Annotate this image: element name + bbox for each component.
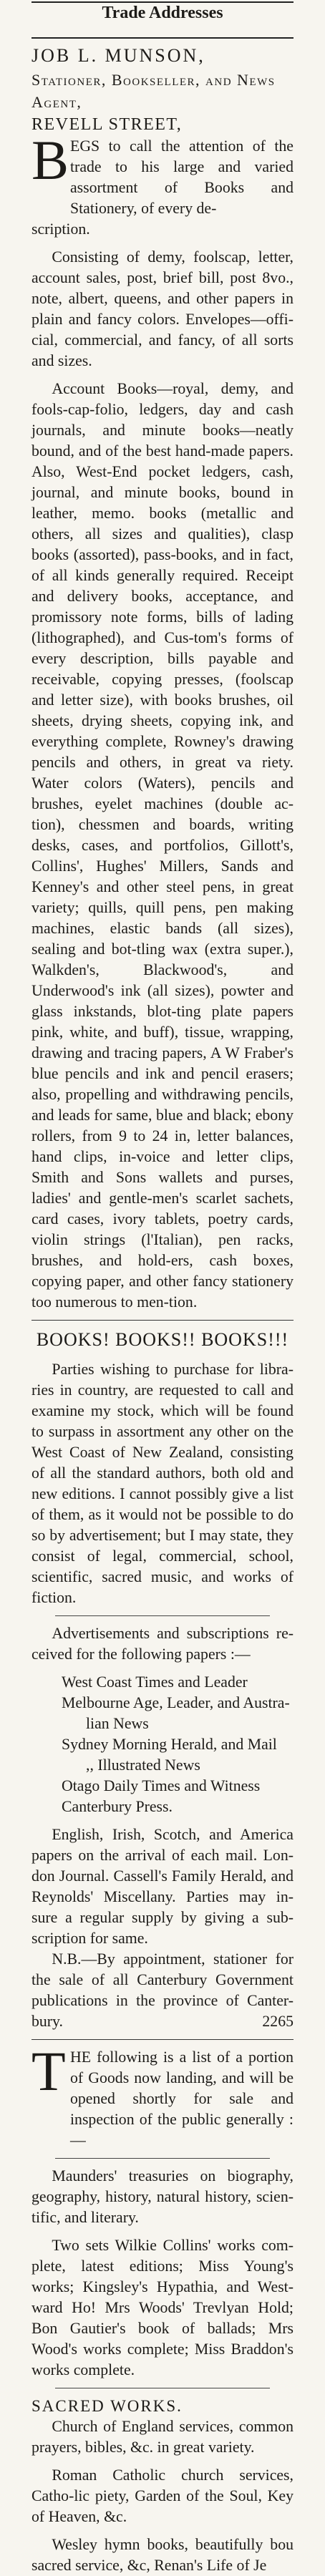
section-header [0,0,325,42]
ads-nb-text: N.B.—By appointment, stationer for the sale of all Canterbury Government publications in the province of Canter-bury. [31,1950,294,2030]
section-divider-2 [31,2039,294,2040]
sacred-heading: SACRED WORKS. [31,2397,183,2415]
paper-list-item: Sydney Morning Herald, and Mail [62,1736,277,1753]
paper-list-item: Canterbury Press. [62,1798,173,1815]
advertisement-column [31,43,294,2576]
ads-english: English, Irish, Scotch, and America papers on the arrival of each mail. Lon-don Journal. Cassell's Family Herald, and Reynolds' Miscellany. Parties may in-sure a regular supply by giving a sub-scription for same. [31,1826,294,1947]
intro-lead: EGS to call the attention of the trade to his large and varied assortment of Books and Stationery, of every de- [70,137,294,217]
bottom-intro-block [31,2040,294,2151]
section-divider [31,1320,294,1321]
paper-list-item: Melbourne Age, Leader, and Austra- [62,1694,290,1711]
paper-list-item: ,, Illustrated News [86,1756,200,1774]
ad-number: 2265 [262,2013,294,2030]
sacred-item: Wesley hymn books, beautifully bou sacred service, &c, Renan's Life of Je [31,2536,294,2574]
paragraph-account-books: Account Books—royal, demy, and fools-cap-folio, ledgers, day and cash journals, and minute books—neatly bound, and of the best hand-made papers. Also, West-End pocket ledgers, cash, journal, and minute books, bound in leather, memo. books (metallic and others, all sizes and qualities), clasp books (assorted), pass-books, and in fact, of all kinds generally required. Receipt and delivery books, acceptance, and promissory note forms, bills of lading (lithographed), and Cus-tom's forms of every description, bills payable and receivable, copying presses, (foolscap and letter size), with books brushes, oil sheets, drying sheets, copying ink, and everything complete, Rowney's drawing pencils and others, in great va riety. Water colors (Waters), pencils and brushes, eyelet machines (double ac-tion), chessmen and boards, writing desks, cases, and portfolios, Gillott's, Collins', Hughes' Millers, Sands and Kenney's and other steel pens, in great variety; quills, quill pens, pen making machines, elastic bands (all sizes), sealing and bot-tling wax (extra super.), Walkden's, Blackwood's, and Underwood's ink (all sizes), powter and glass inkstands, blot-ting plate papers pink, white, and buff), tissue, wrapping, drawing and tracing papers, A W Fraber's blue pencils and ink and pencil erasers; also, propelling and withdrawing pencils, and leads for same, blue and black; ebony rollers, from 9 to 24 in, letter balances, hand clips, in-voice and letter clips, Smith and Sons wallets and purses, ladies' and gentle-men's scarlet sachets, card cases, ivory tablets, poetry cards, violin strings (l'Italian), pen racks, brushes, and hold-ers, cash boxes, copying paper, and other fancy stationery too numerous to men-tion. [31,380,294,1311]
bottom-item: Maunders' treasuries on biography, geography, history, natural history, scien-tific, and literary. [31,2167,294,2226]
header-rule-top [31,1,294,3]
firm-business: Stationer, Bookseller, and News [31,71,276,89]
paragraph-papers: Consisting of demy, foolscap, letter, account sales, post, brief bill, post 8vo., note, albert, queens, and other papers in plain and fancy colors. Envelopes—offi-cial, commercial, and fancy, of all sorts and sizes. [31,248,294,369]
bottom-dropcap: T [31,2040,66,2102]
sacred-item: Roman Catholic church services, Catho-lic piety, Garden of the Soul, Key of Heaven, &c. [31,2466,294,2525]
books-paragraph: Parties wishing to purchase for libra-ries in country, are requested to call and examine my stock, which will be found to surpass in assortment any other on the West Coast of New Zealand, consisting of all the standard authors, both old and new editions. I cannot possibly give a list of them, as it would not be possible to do so by advertisement; but I may state, they consist of legal, commercial, school, scientific, sacred music, and works of fiction. [31,1361,294,1606]
paper-list-item: lian News [86,1715,149,1732]
intro-block [31,129,294,219]
intro-rest: scription. [31,220,90,238]
intro-dropcap: B [31,129,69,191]
firm-name: JOB L. MUNSON, [31,45,205,66]
paper-list-item: West Coast Times and Leader [62,1673,248,1691]
firm-role: Agent, [31,93,82,111]
books-heading: BOOKS! BOOKS!! BOOKS!!! [36,1329,289,1350]
bottom-divider [55,2158,270,2159]
section-title: Trade Addresses [102,4,223,22]
ads-intro: Advertisements and subscriptions re-ceived for the following papers :— [31,1625,294,1663]
paper-list-item: Otago Daily Times and Witness [62,1777,261,1794]
sacred-item: Church of England services, common prayers, bibles, &c. in great variety. [31,2418,294,2456]
bottom-item: Two sets Wilkie Collins' works com-plete, latest editions; Miss Young's works; Kingsley's Hypathia, and West-ward Ho! Mrs Woods' Trevlyan Hold; Bon Gautier's book of ballads; Mrs Wood's works complete; Miss Braddon's works complete. [31,2237,294,2378]
bottom-lead: HE following is a list of a portion of Goods now landing, and will be opened shortly for sale and inspection of the public generally :— [70,2048,294,2149]
books-divider [55,1615,270,1616]
firm-street: REVELL STREET, [31,115,183,134]
ads-nb [31,1949,294,2032]
header-rule-bottom [31,37,294,39]
